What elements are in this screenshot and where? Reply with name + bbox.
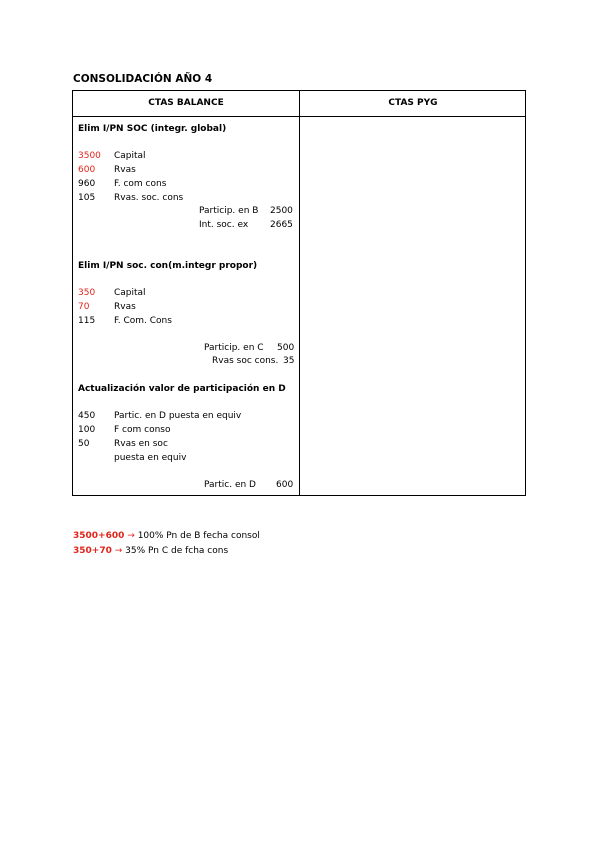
entry-label: Capital: [114, 288, 146, 298]
entry-label: F. Com. Cons: [114, 316, 172, 326]
entry-label: F. com cons: [114, 179, 167, 189]
section-heading-elim-integr-propor: Elim I/PN soc. con(m.integr propor): [78, 261, 258, 271]
note-lead: 3500+600: [73, 531, 125, 541]
note-line: [73, 546, 228, 556]
entry-amount: 115: [78, 316, 96, 326]
header-divider: [73, 116, 525, 117]
entry-label: Rvas: [114, 302, 136, 312]
note-line: [73, 531, 260, 541]
entry-amount: 50: [78, 439, 90, 449]
credit-label: Partic. en D: [204, 480, 256, 490]
credit-label: Int. soc. ex: [199, 220, 249, 230]
entry-amount: 3500: [78, 151, 101, 161]
column-header-pyg: CTAS PYG: [388, 98, 438, 108]
credit-label: Rvas soc cons.: [212, 356, 279, 366]
entry-amount: 960: [78, 179, 96, 189]
entry-amount: 105: [78, 193, 96, 203]
credit-label: Particip. en B: [199, 206, 259, 216]
entry-label: Rvas. soc. cons: [114, 193, 184, 203]
column-header-balance: CTAS BALANCE: [148, 98, 224, 108]
entry-amount: 450: [78, 411, 96, 421]
consolidation-table: [72, 90, 526, 496]
arrow-right-icon: →: [114, 546, 123, 556]
entry-amount: 600: [78, 165, 96, 175]
note-text: 100% Pn de B fecha consol: [137, 531, 260, 541]
credit-amount: 500: [277, 343, 295, 353]
entry-amount: 350: [78, 288, 96, 298]
credit-amount: 2500: [270, 206, 293, 216]
entry-label: puesta en equiv: [114, 453, 187, 463]
entry-label: Partic. en D puesta en equiv: [114, 411, 242, 421]
credit-amount: 35: [283, 356, 295, 366]
page-title: CONSOLIDACIÓN AÑO 4: [73, 73, 213, 85]
arrow-right-icon: →: [127, 531, 135, 541]
credit-amount: 2665: [270, 220, 293, 230]
credit-label: Particip. en C: [204, 343, 264, 353]
credit-amount: 600: [276, 480, 294, 490]
entry-amount: 100: [78, 425, 96, 435]
section-heading-elim-integr-global: Elim I/PN SOC (integr. global): [78, 124, 227, 134]
entry-label: Capital: [114, 151, 146, 161]
entry-label: Rvas: [114, 165, 136, 175]
note-text: 35% Pn C de fcha cons: [125, 546, 229, 556]
column-divider: [299, 91, 300, 495]
entry-label: Rvas en soc: [114, 439, 168, 449]
note-lead: 350+70: [73, 546, 112, 556]
entry-label: F com conso: [114, 425, 171, 435]
section-heading-actualizacion-participacion: Actualización valor de participación en D: [78, 384, 286, 394]
entry-amount: 70: [78, 302, 90, 312]
